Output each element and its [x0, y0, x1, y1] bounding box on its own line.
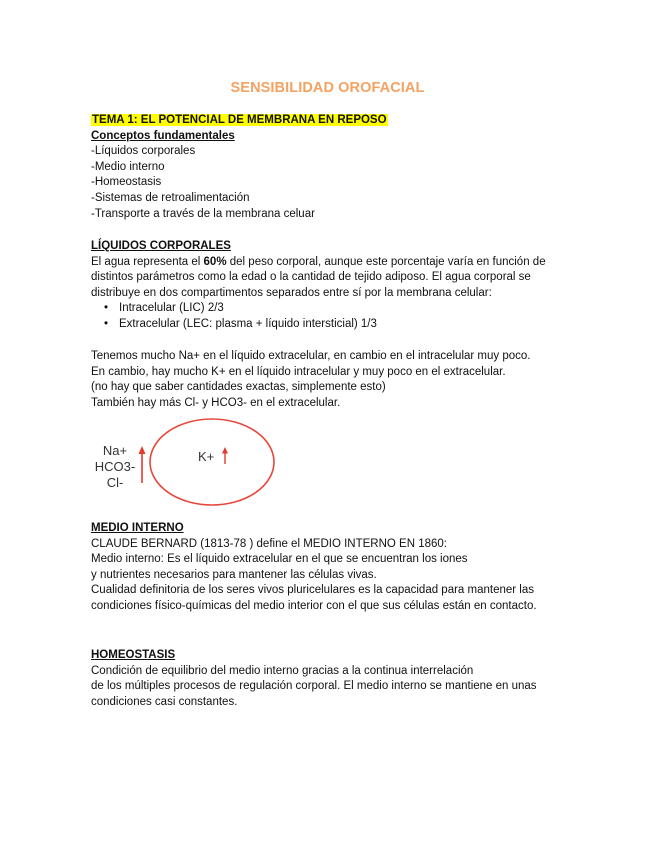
- concepto-item: -Líquidos corporales: [91, 145, 196, 158]
- ion-label-na: Na+: [102, 443, 128, 458]
- ions-paragraph: [91, 349, 571, 411]
- liquidos-paragraph-line: distintos parámetros como la edad o la cantidad de tejido adiposo. El agua corporal se: [91, 271, 531, 284]
- ion-label-hco3: HCO3-: [94, 459, 136, 474]
- ions-line: Tenemos mucho Na+ en el líquido extracelular, en cambio en el intracelular muy poco.: [91, 350, 531, 362]
- liquidos-paragraph-line: [91, 255, 571, 271]
- homeostasis-heading: HOMEOSTASIS: [91, 649, 176, 661]
- compartimentos-list: [91, 301, 571, 332]
- medio-line: Cualidad definitoria de los seres vivos pluricelulares es la capacidad para mantener las: [91, 584, 534, 597]
- liquidos-text: El agua representa el: [91, 255, 204, 268]
- medio-interno-heading: MEDIO INTERNO: [91, 522, 184, 534]
- conceptos-heading: Conceptos fundamentales: [91, 129, 235, 142]
- liquidos-paragraph-line: distribuye en dos compartimentos separados entre sí por la membrana celular:: [91, 286, 492, 299]
- medio-line: condiciones físico-químicas del medio interior con el que sus células están en contacto.: [91, 599, 537, 612]
- document-title: SENSIBILIDAD OROFACIAL: [230, 80, 425, 96]
- homeostasis-line: Condición de equilibrio del medio interno gracias a la continua interrelación: [91, 664, 474, 677]
- medio-line: y nutrientes necesarios para mantener las células vivas.: [91, 568, 377, 581]
- homeostasis-line: de los múltiples procesos de regulación corporal. El medio interno se mantiene en unas: [91, 680, 537, 693]
- ions-line: También hay más Cl- y HCO3- en el extracelular.: [91, 396, 341, 409]
- ions-line: (no hay que saber cantidades exactas, simplemente esto): [91, 381, 386, 394]
- list-item: • Intracelular (LIC) 2/3: [119, 301, 571, 317]
- homeostasis-section: [91, 648, 571, 710]
- medio-interno-section: [91, 521, 571, 615]
- concepto-item: -Transporte a través de la membrana celuar: [91, 207, 315, 220]
- concepto-item: -Homeostasis: [91, 176, 162, 189]
- ion-distribution-diagram: [90, 415, 290, 520]
- medio-line: CLAUDE BERNARD (1813-78 ) define el MEDIO INTERNO EN 1860:: [91, 537, 447, 550]
- ion-label-cl: Cl-: [106, 475, 124, 490]
- concepto-item: -Medio interno: [91, 160, 165, 173]
- percentage-bold: 60%: [203, 255, 227, 268]
- concepto-item: -Sistemas de retroalimentación: [91, 191, 250, 204]
- outside-ions: [92, 443, 138, 491]
- up-arrow-icon: [139, 446, 146, 483]
- up-arrow-icon: [222, 447, 228, 464]
- ion-label-k: K+: [198, 449, 215, 464]
- liquidos-heading: LÍQUIDOS CORPORALES: [91, 240, 231, 252]
- ions-line: En cambio, hay mucho K+ en el líquido intracelular y muy poco en el extracelular.: [91, 365, 506, 378]
- liquidos-text: del peso corporal, aunque este porcentaje varía en función de: [226, 255, 546, 268]
- medio-line: Medio interno: Es el líquido extracelular en el que se encuentran los iones: [91, 553, 468, 566]
- tema-section: [91, 113, 571, 222]
- homeostasis-line: condiciones casi constantes.: [91, 695, 238, 708]
- liquidos-section: [91, 239, 571, 333]
- tema-heading: TEMA 1: EL POTENCIAL DE MEMBRANA EN REPOSO: [92, 114, 387, 126]
- list-item: • Extracelular (LEC: plasma + líquido intersticial) 1/3: [119, 317, 571, 333]
